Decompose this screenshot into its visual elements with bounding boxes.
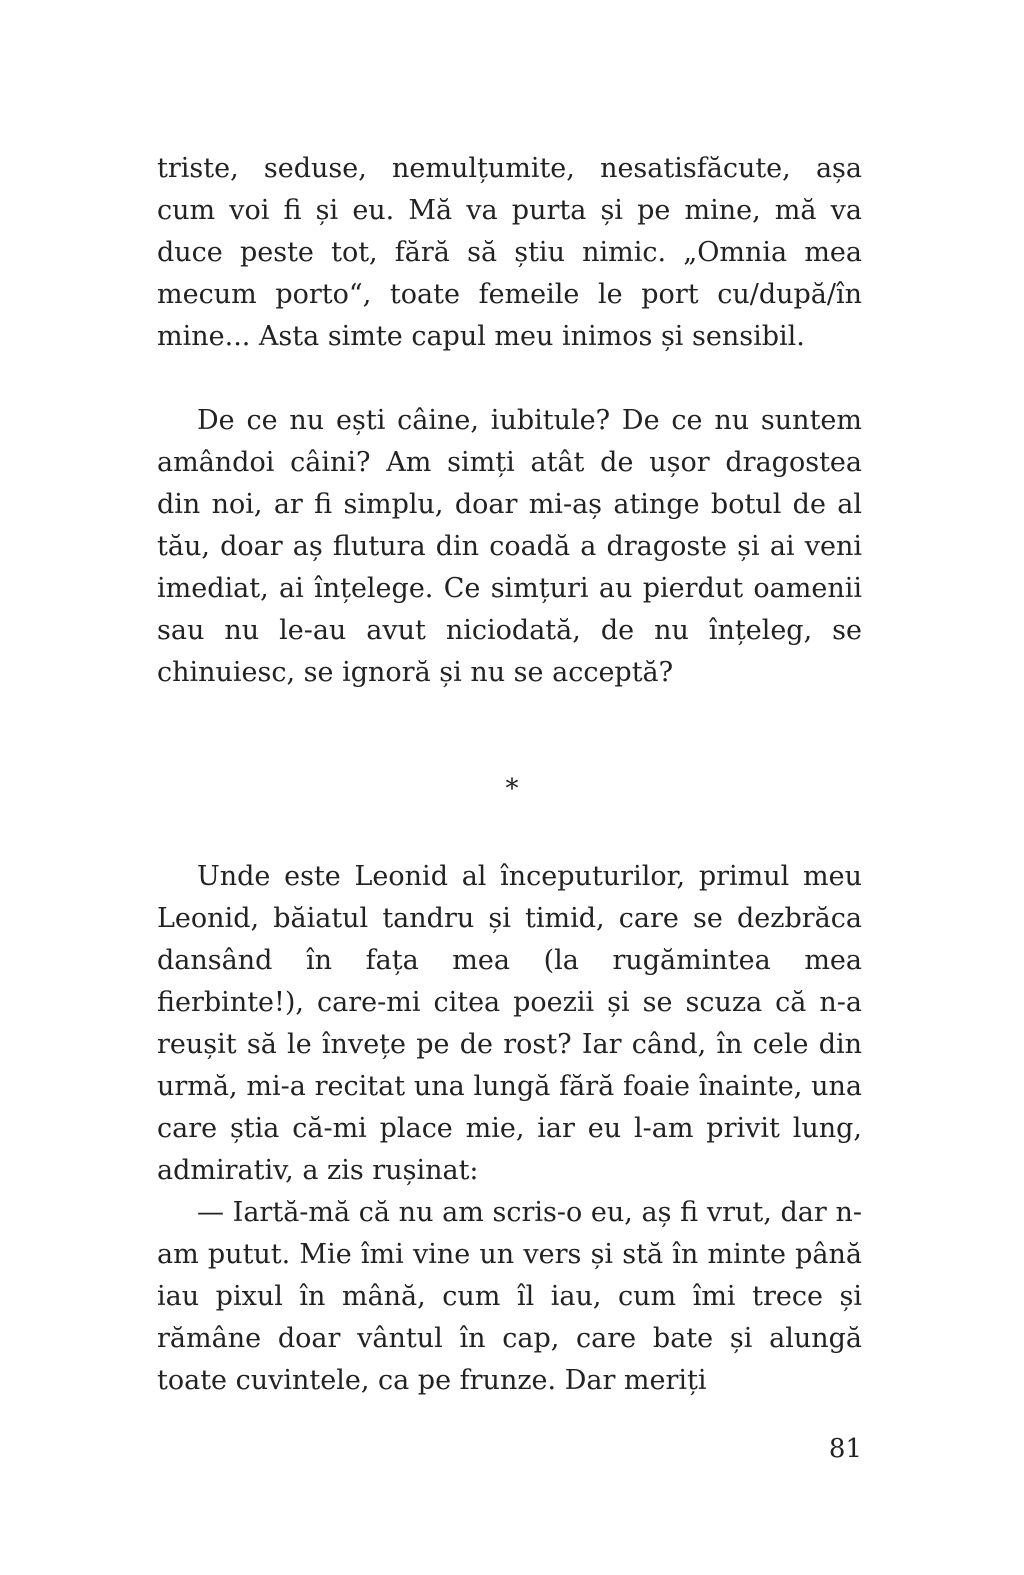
text-block-1 xyxy=(157,148,862,358)
text-block-3 xyxy=(157,856,862,1402)
paragraph-dialogue: — Iartă-mă că nu am scris-o eu, aș fi vrut, dar n-am putut. Mie îmi vine un vers și stă în minte până iau pixul în mână, cum îl iau, cum îmi trece și rămâne doar vântul în cap, care bate și alungă toate cuvintele, ca pe frunze. Dar meriți xyxy=(157,1197,862,1396)
text-block-2 xyxy=(157,400,862,694)
paragraph-dogs: De ce nu ești câine, iubitule? De ce nu suntem amândoi câini? Am simți atât de ușor dragostea din noi, ar fi simplu, doar mi-aș atinge botul de al tău, doar aș flutura din coadă a dragoste și ai veni imediat, ai înțelege. Ce simțuri au pierdut oamenii sau nu le-au avut niciodată, de nu înțeleg, se chinuiesc, se ignoră și nu se acceptă? xyxy=(157,405,862,688)
paragraph-continuation: triste, seduse, nemulțumite, nesatisfăcute, așa cum voi fi și eu. Mă va purta și pe mine, mă va duce peste tot, fără să știu nimic. „Omnia mea mecum porto“, toate femeile le port cu/după/în mine... Asta simte capul meu inimos și sensibil. xyxy=(157,153,862,352)
page-number: 81 xyxy=(828,1434,862,1464)
paragraph-leonid: Unde este Leonid al începuturilor, primul meu Leonid, băiatul tandru și timid, care se dezbrăca dansând în fața mea (la rugămintea mea fierbinte!), care-mi citea poezii și se scuza că n-a reușit să le învețe pe de rost? Iar când, în cele din urmă, mi-a recitat una lungă fără foaie înainte, una care știa că-mi place mie, iar eu l-am privit lung, admirativ, a zis rușinat: xyxy=(157,861,862,1186)
section-separator: * xyxy=(505,774,519,804)
